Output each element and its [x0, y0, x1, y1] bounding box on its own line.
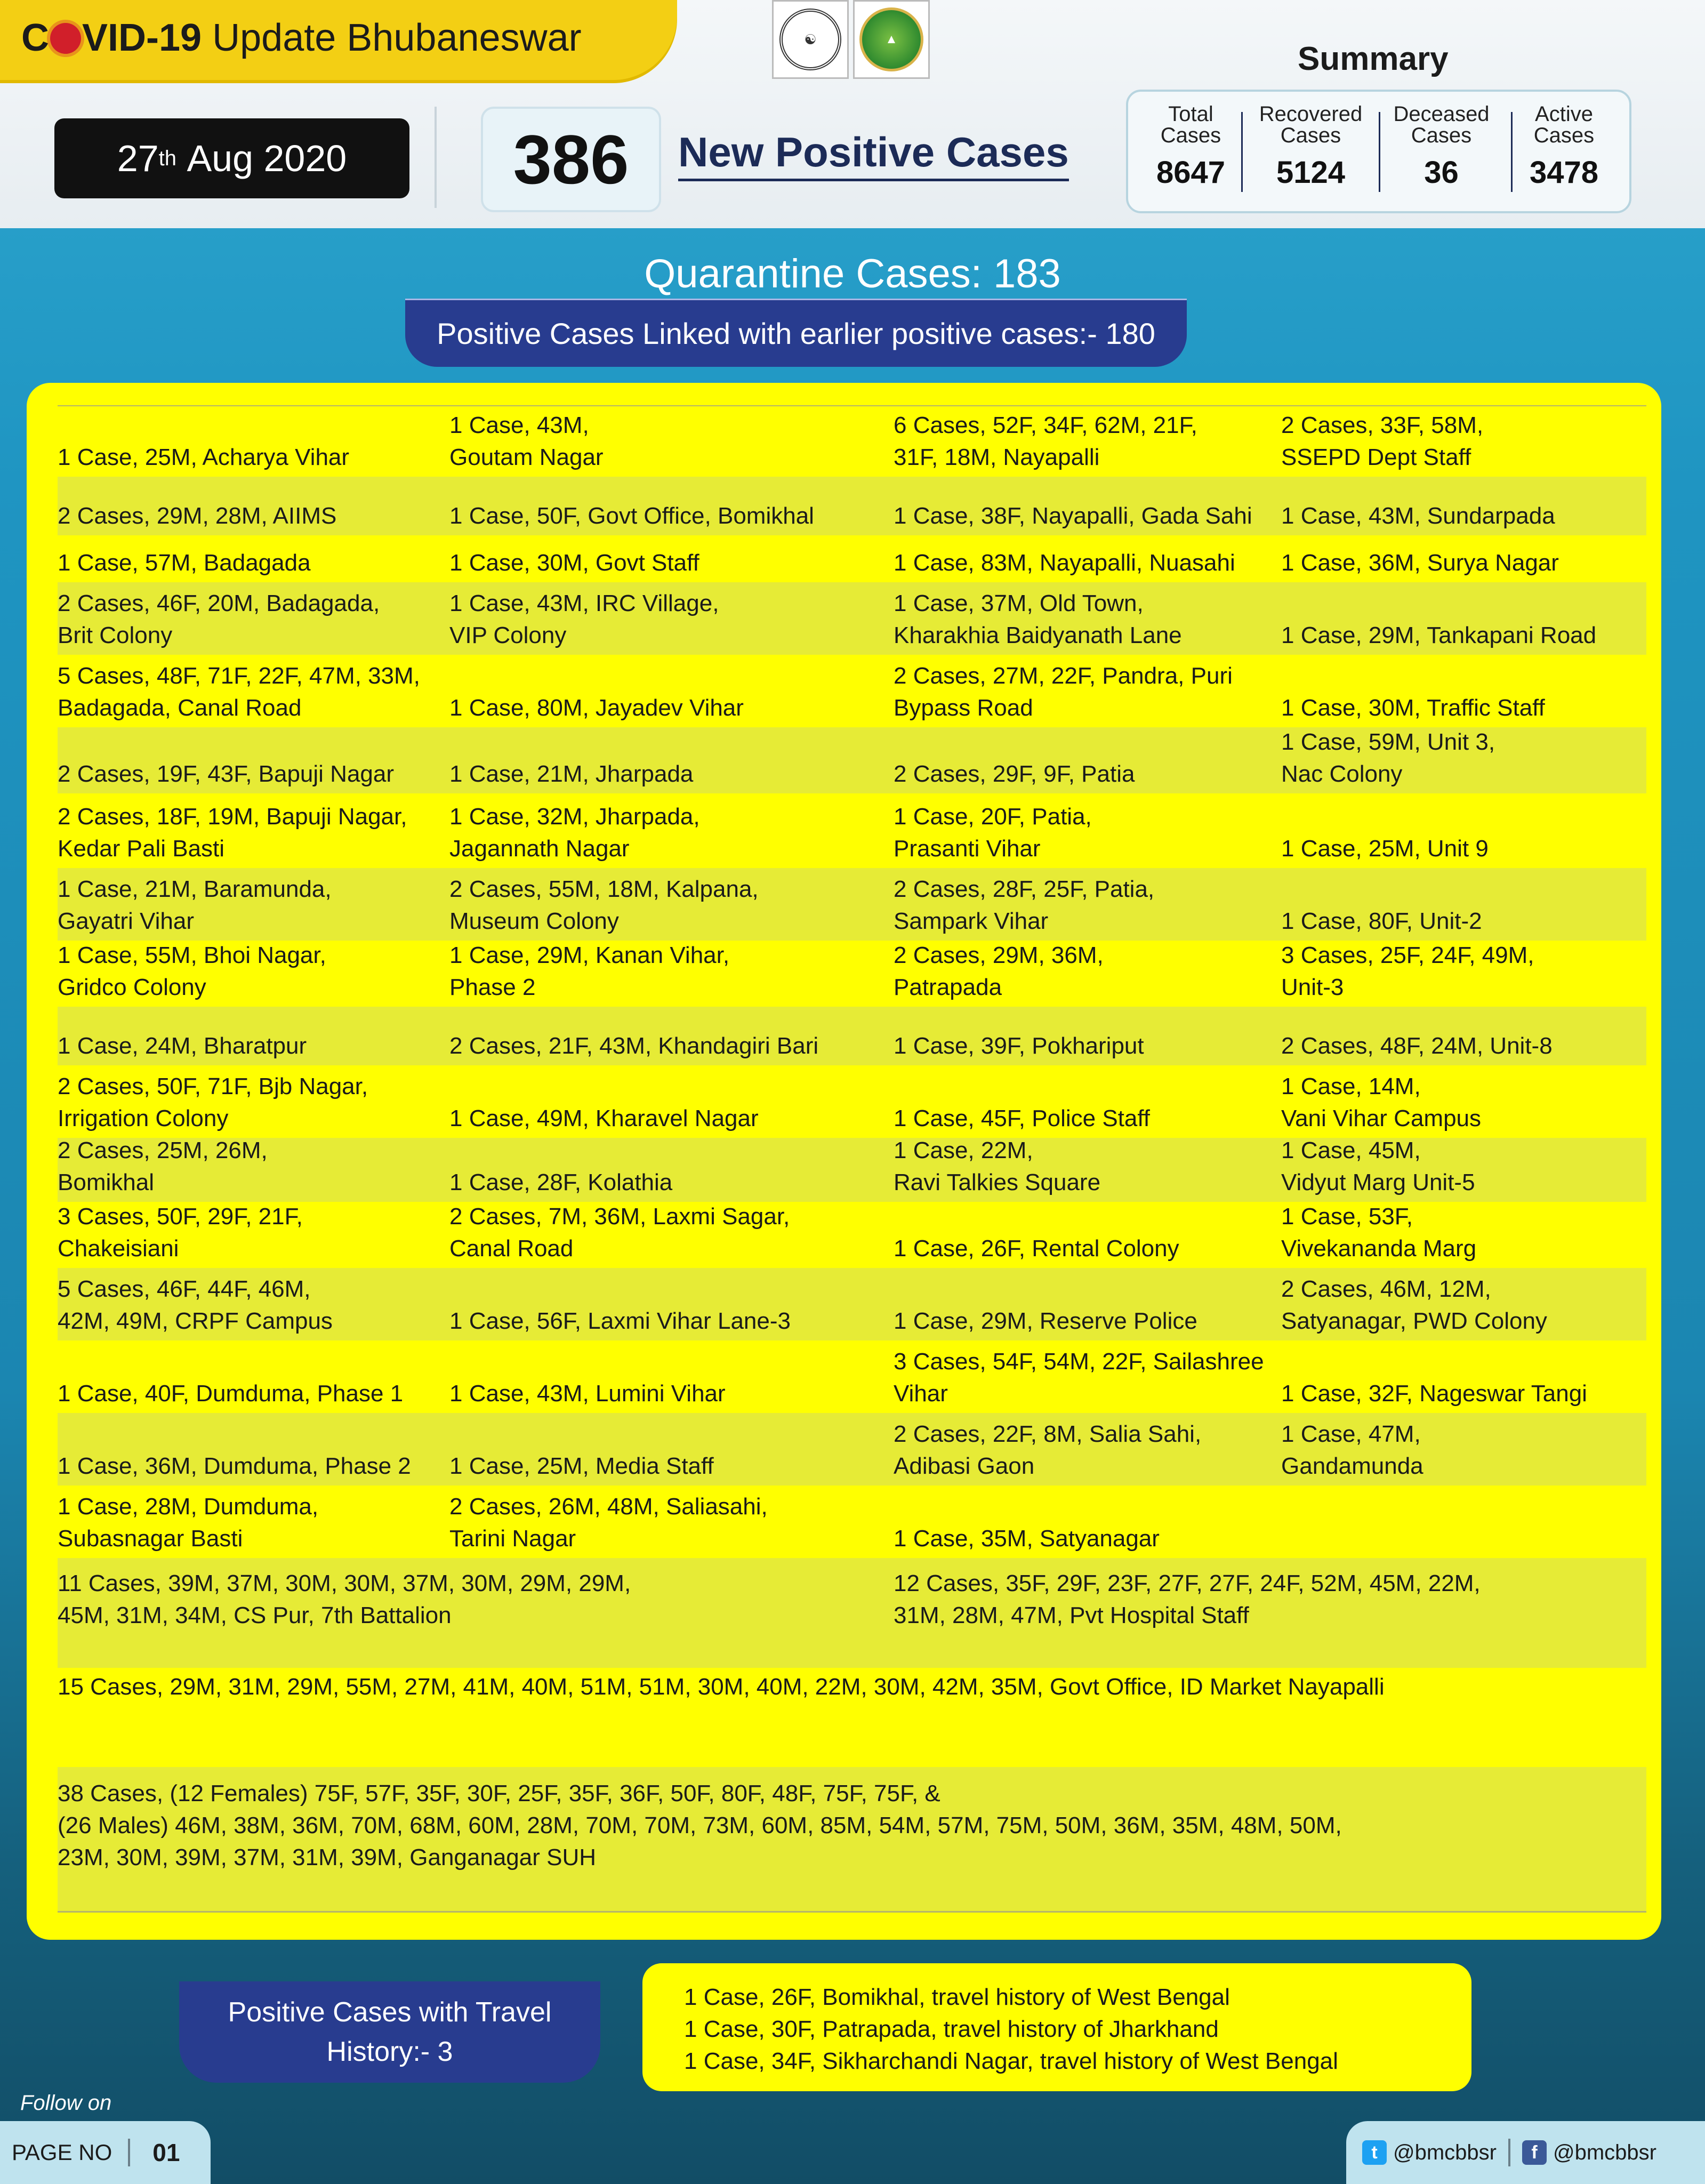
table-cell: 1 Case, 25M, Acharya Vihar [58, 444, 350, 470]
table-cell: 1 Case, 25M, Media Staff [449, 1453, 714, 1479]
header-band [0, 0, 1705, 228]
quarantine-cases: Quarantine Cases: 183 [644, 251, 1061, 296]
title-city: Update Bhubaneswar [212, 17, 582, 59]
table-row [58, 1668, 1646, 1767]
summary-title: Summary [1298, 41, 1449, 77]
table-cell: 1 Case, 14M, Vani Vihar Campus [1281, 1073, 1482, 1131]
table-cell: 2 Cases, 55M, 18M, Kalpana, Museum Colony [449, 876, 759, 934]
table-row [58, 1007, 1646, 1065]
table-cell [1281, 1486, 1646, 1558]
table-cell: 1 Case, 36M, Surya Nagar [1281, 550, 1559, 576]
linked-cases-banner: Positive Cases Linked with earlier positive cases:- 180 [405, 299, 1187, 367]
table-cell: 1 Case, 26F, Rental Colony [894, 1235, 1179, 1262]
summary-value: 5124 [1276, 155, 1346, 190]
table-row [58, 1340, 1646, 1413]
new-cases-label: New Positive Cases [678, 128, 1069, 181]
summary-value: 8647 [1156, 155, 1226, 190]
summary-label: Recovered Cases [1259, 102, 1363, 147]
travel-history-label: Positive Cases with Travel History:- 3 [228, 1997, 552, 2067]
table-cell: 2 Cases, 29M, 28M, AIIMS [58, 503, 337, 529]
social-divider [1508, 2139, 1510, 2166]
table-cell: 1 Case, 24M, Bharatpur [58, 1033, 307, 1059]
table-cell: 2 Cases, 7M, 36M, Laxmi Sagar, Canal Road [449, 1203, 790, 1262]
table-cell: 1 Case, 56F, Laxmi Vihar Lane-3 [449, 1308, 791, 1334]
table-cell: 12 Cases, 35F, 29F, 23F, 27F, 27F, 24F, 52M, 45M, 22M, 31M, 28M, 47M, Pvt Hospital Staff [894, 1570, 1481, 1628]
table-cell: 1 Case, 39F, Pokhariput [894, 1033, 1144, 1059]
table-cell: 1 Case, 29M, Kanan Vihar, Phase 2 [449, 942, 730, 1000]
table-cell: 11 Cases, 39M, 37M, 30M, 30M, 37M, 30M, 29M, 29M, 45M, 31M, 34M, CS Pur, 7th Battalion [58, 1570, 631, 1628]
table-row [58, 1138, 1646, 1202]
table-row [58, 868, 1646, 941]
list-item: 1 Case, 34F, Sikharchandi Nagar, travel history of West Bengal [684, 2048, 1338, 2074]
table-row [58, 1767, 1646, 1911]
table-cell: 1 Case, 45M, Vidyut Marg Unit-5 [1281, 1137, 1475, 1195]
cases-panel [27, 383, 1661, 1940]
table-cell: 3 Cases, 50F, 29F, 21F, Chakeisiani [58, 1203, 303, 1262]
table-row [58, 655, 1646, 727]
table-cell: 1 Case, 43M, IRC Village, VIP Colony [449, 590, 719, 648]
header-divider [435, 107, 437, 208]
table-cell: 1 Case, 43M, Goutam Nagar [449, 412, 604, 470]
title-prefix: C [21, 17, 49, 59]
summary-label: Active Cases [1533, 102, 1595, 147]
table-cell: 3 Cases, 54F, 54M, 22F, Sailashree Vihar [894, 1348, 1264, 1407]
social-bar [1346, 2121, 1705, 2184]
twitter-handle[interactable]: @bmcbbsr [1393, 2140, 1497, 2164]
table-cell: 1 Case, 36M, Dumduma, Phase 2 [58, 1453, 411, 1479]
table-cell: 1 Case, 22M, Ravi Talkies Square [894, 1137, 1101, 1195]
table-cell: 2 Cases, 26M, 48M, Saliasahi, Tarini Nagar [449, 1494, 768, 1552]
table-cell: 1 Case, 30M, Govt Staff [449, 550, 699, 576]
table-cell: 1 Case, 30M, Traffic Staff [1281, 695, 1545, 721]
page-number: 01 [152, 2139, 180, 2166]
table-cell: 1 Case, 32F, Nageswar Tangi [1281, 1380, 1587, 1407]
page-label: PAGE NO [12, 2140, 112, 2165]
table-cell: 1 Case, 35M, Satyanagar [894, 1525, 1160, 1552]
table-cell: 1 Case, 29M, Reserve Police [894, 1308, 1197, 1334]
table-cell: 2 Cases, 46F, 20M, Badagada, Brit Colony [58, 590, 380, 648]
facebook-icon[interactable]: f [1522, 2140, 1547, 2165]
table-row [58, 1268, 1646, 1340]
title-suffix: VID-19 [82, 17, 202, 59]
travel-history-list [642, 1963, 1471, 2091]
table-cell: 1 Case, 21M, Jharpada [449, 761, 694, 787]
table-cell: 1 Case, 37M, Old Town, Kharakhia Baidyanath Lane [894, 590, 1182, 648]
cases-rows [58, 406, 1646, 1558]
table-cell: 1 Case, 20F, Patia, Prasanti Vihar [894, 804, 1092, 862]
table-cell: 1 Case, 38F, Nayapalli, Gada Sahi [894, 503, 1252, 529]
travel-history-banner [179, 1981, 600, 2083]
new-cases-count: 386 [481, 107, 661, 212]
summary-value: 36 [1424, 155, 1459, 190]
date-month-year: Aug 2020 [187, 138, 347, 179]
table-cell: 5 Cases, 48F, 71F, 22F, 47M, 33M, Badagada, Canal Road [58, 663, 420, 721]
table-cell: 1 Case, 80F, Unit-2 [1281, 908, 1482, 934]
table-row [58, 1202, 1646, 1268]
table-cell: 2 Cases, 18F, 19M, Bapuji Nagar, Kedar Pali Basti [58, 804, 407, 862]
table-cell: 2 Cases, 21F, 43M, Khandagiri Bari [449, 1033, 819, 1059]
table-cell: 2 Cases, 22F, 8M, Salia Sahi, Adibasi Gaon [894, 1421, 1202, 1479]
table-cell: 3 Cases, 25F, 24F, 49M, Unit-3 [1281, 942, 1534, 1000]
table-cell: 2 Cases, 19F, 43F, Bapuji Nagar [58, 761, 395, 787]
table-cell: 38 Cases, (12 Females) 75F, 57F, 35F, 30F, 25F, 35F, 36F, 50F, 80F, 48F, 75F, 75F, & (26 Males) 46M, 38M, 36M, 70M, 68M, 60M, 28M, 70M, 70M, 73M, 60M, 85M, 54M, 57M, 75M, 50M, 36M, 35M, 48M, 50M, 23M, 30M, 39M, 37M, 31M, 39M, Ganganagar SUH [58, 1780, 1342, 1870]
table-row [58, 1065, 1646, 1138]
page-divider [128, 2139, 130, 2166]
table-bottom-rule [58, 1911, 1646, 1913]
list-item: 1 Case, 26F, Bomikhal, travel history of West Bengal [684, 1984, 1230, 2010]
table-cell: 1 Case, 47M, Gandamunda [1281, 1421, 1423, 1479]
cases-table [58, 405, 1646, 1913]
list-item: 1 Case, 30F, Patrapada, travel history of Jharkhand [684, 2016, 1219, 2042]
table-cell: 1 Case, 43M, Sundarpada [1281, 503, 1555, 529]
summary-total [1128, 103, 1253, 190]
table-cell: 2 Cases, 48F, 24M, Unit-8 [1281, 1033, 1553, 1059]
table-cell: 1 Case, 40F, Dumduma, Phase 1 [58, 1380, 404, 1407]
table-cell: 2 Cases, 50F, 71F, Bjb Nagar, Irrigation Colony [58, 1073, 368, 1131]
table-cell: 1 Case, 49M, Kharavel Nagar [449, 1105, 759, 1131]
date-badge [54, 118, 409, 198]
page-number-bar [0, 2121, 211, 2184]
table-cell: 1 Case, 59M, Unit 3, Nac Colony [1281, 729, 1495, 787]
bmc-logo: ▲ [853, 0, 930, 79]
table-cell: 1 Case, 83M, Nayapalli, Nuasahi [894, 550, 1235, 576]
table-cell: 1 Case, 80M, Jayadev Vihar [449, 695, 744, 721]
table-cell: 2 Cases, 29M, 36M, Patrapada [894, 942, 1104, 1000]
table-cell: 6 Cases, 52F, 34F, 62M, 21F, 31F, 18M, Nayapalli [894, 412, 1197, 470]
summary-box [1126, 90, 1631, 213]
table-cell: 1 Case, 55M, Bhoi Nagar, Gridco Colony [58, 942, 326, 1000]
table-cell: 1 Case, 57M, Badagada [58, 550, 311, 576]
table-cell: 1 Case, 28F, Kolathia [449, 1169, 673, 1195]
odisha-emblem-logo: ☯ [772, 0, 849, 79]
covid-virus-icon [50, 23, 81, 54]
summary-deceased [1379, 103, 1504, 190]
table-row [58, 727, 1646, 793]
table-cell: 1 Case, 29M, Tankapani Road [1281, 622, 1597, 648]
table-cell: 2 Cases, 29F, 9F, Patia [894, 761, 1135, 787]
summary-divider [1241, 112, 1243, 192]
table-cell: 1 Case, 50F, Govt Office, Bomikhal [449, 503, 814, 529]
table-cell: 2 Cases, 25M, 26M, Bomikhal [58, 1137, 268, 1195]
table-cell: 1 Case, 53F, Vivekananda Marg [1281, 1203, 1477, 1262]
table-row [58, 793, 1646, 868]
title-banner [0, 0, 677, 80]
table-cell: 1 Case, 32M, Jharpada, Jagannath Nagar [449, 804, 700, 862]
table-row [58, 1486, 1646, 1558]
facebook-handle[interactable]: @bmcbbsr [1553, 2140, 1656, 2164]
date-ordinal: th [158, 146, 177, 170]
table-cell: 1 Case, 25M, Unit 9 [1281, 836, 1489, 862]
summary-recovered [1248, 103, 1373, 190]
table-cell: 1 Case, 21M, Baramunda, Gayatri Vihar [58, 876, 332, 934]
table-cell: 2 Cases, 33F, 58M, SSEPD Dept Staff [1281, 412, 1484, 470]
follow-on-label: Follow on [20, 2091, 112, 2115]
summary-label: Total Cases [1160, 102, 1221, 147]
summary-active [1501, 103, 1627, 190]
twitter-icon[interactable]: t [1362, 2140, 1387, 2165]
table-row [58, 1558, 1646, 1668]
table-cell: 2 Cases, 28F, 25F, Patia, Sampark Vihar [894, 876, 1155, 934]
date-day: 27 [117, 138, 159, 179]
table-row [58, 582, 1646, 655]
table-cell: 1 Case, 43M, Lumini Vihar [449, 1380, 726, 1407]
summary-value: 3478 [1529, 155, 1599, 190]
table-row [58, 477, 1646, 535]
table-row [58, 1413, 1646, 1486]
summary-label: Deceased Cases [1393, 102, 1490, 147]
table-cell: 5 Cases, 46F, 44F, 46M, 42M, 49M, CRPF Campus [58, 1276, 333, 1334]
table-cell: 1 Case, 28M, Dumduma, Subasnagar Basti [58, 1494, 319, 1552]
table-cell: 15 Cases, 29M, 31M, 29M, 55M, 27M, 41M, 40M, 51M, 51M, 30M, 40M, 22M, 30M, 42M, 35M, Govt Office, ID Market Nayapalli [58, 1674, 1385, 1700]
page-title [21, 16, 582, 60]
table-cell: 1 Case, 45F, Police Staff [894, 1105, 1151, 1131]
table-row [58, 941, 1646, 1007]
table-row [58, 406, 1646, 477]
table-row [58, 535, 1646, 582]
table-cell: 2 Cases, 46M, 12M, Satyanagar, PWD Colony [1281, 1276, 1547, 1334]
table-cell: 2 Cases, 27M, 22F, Pandra, Puri Bypass Road [894, 663, 1233, 721]
